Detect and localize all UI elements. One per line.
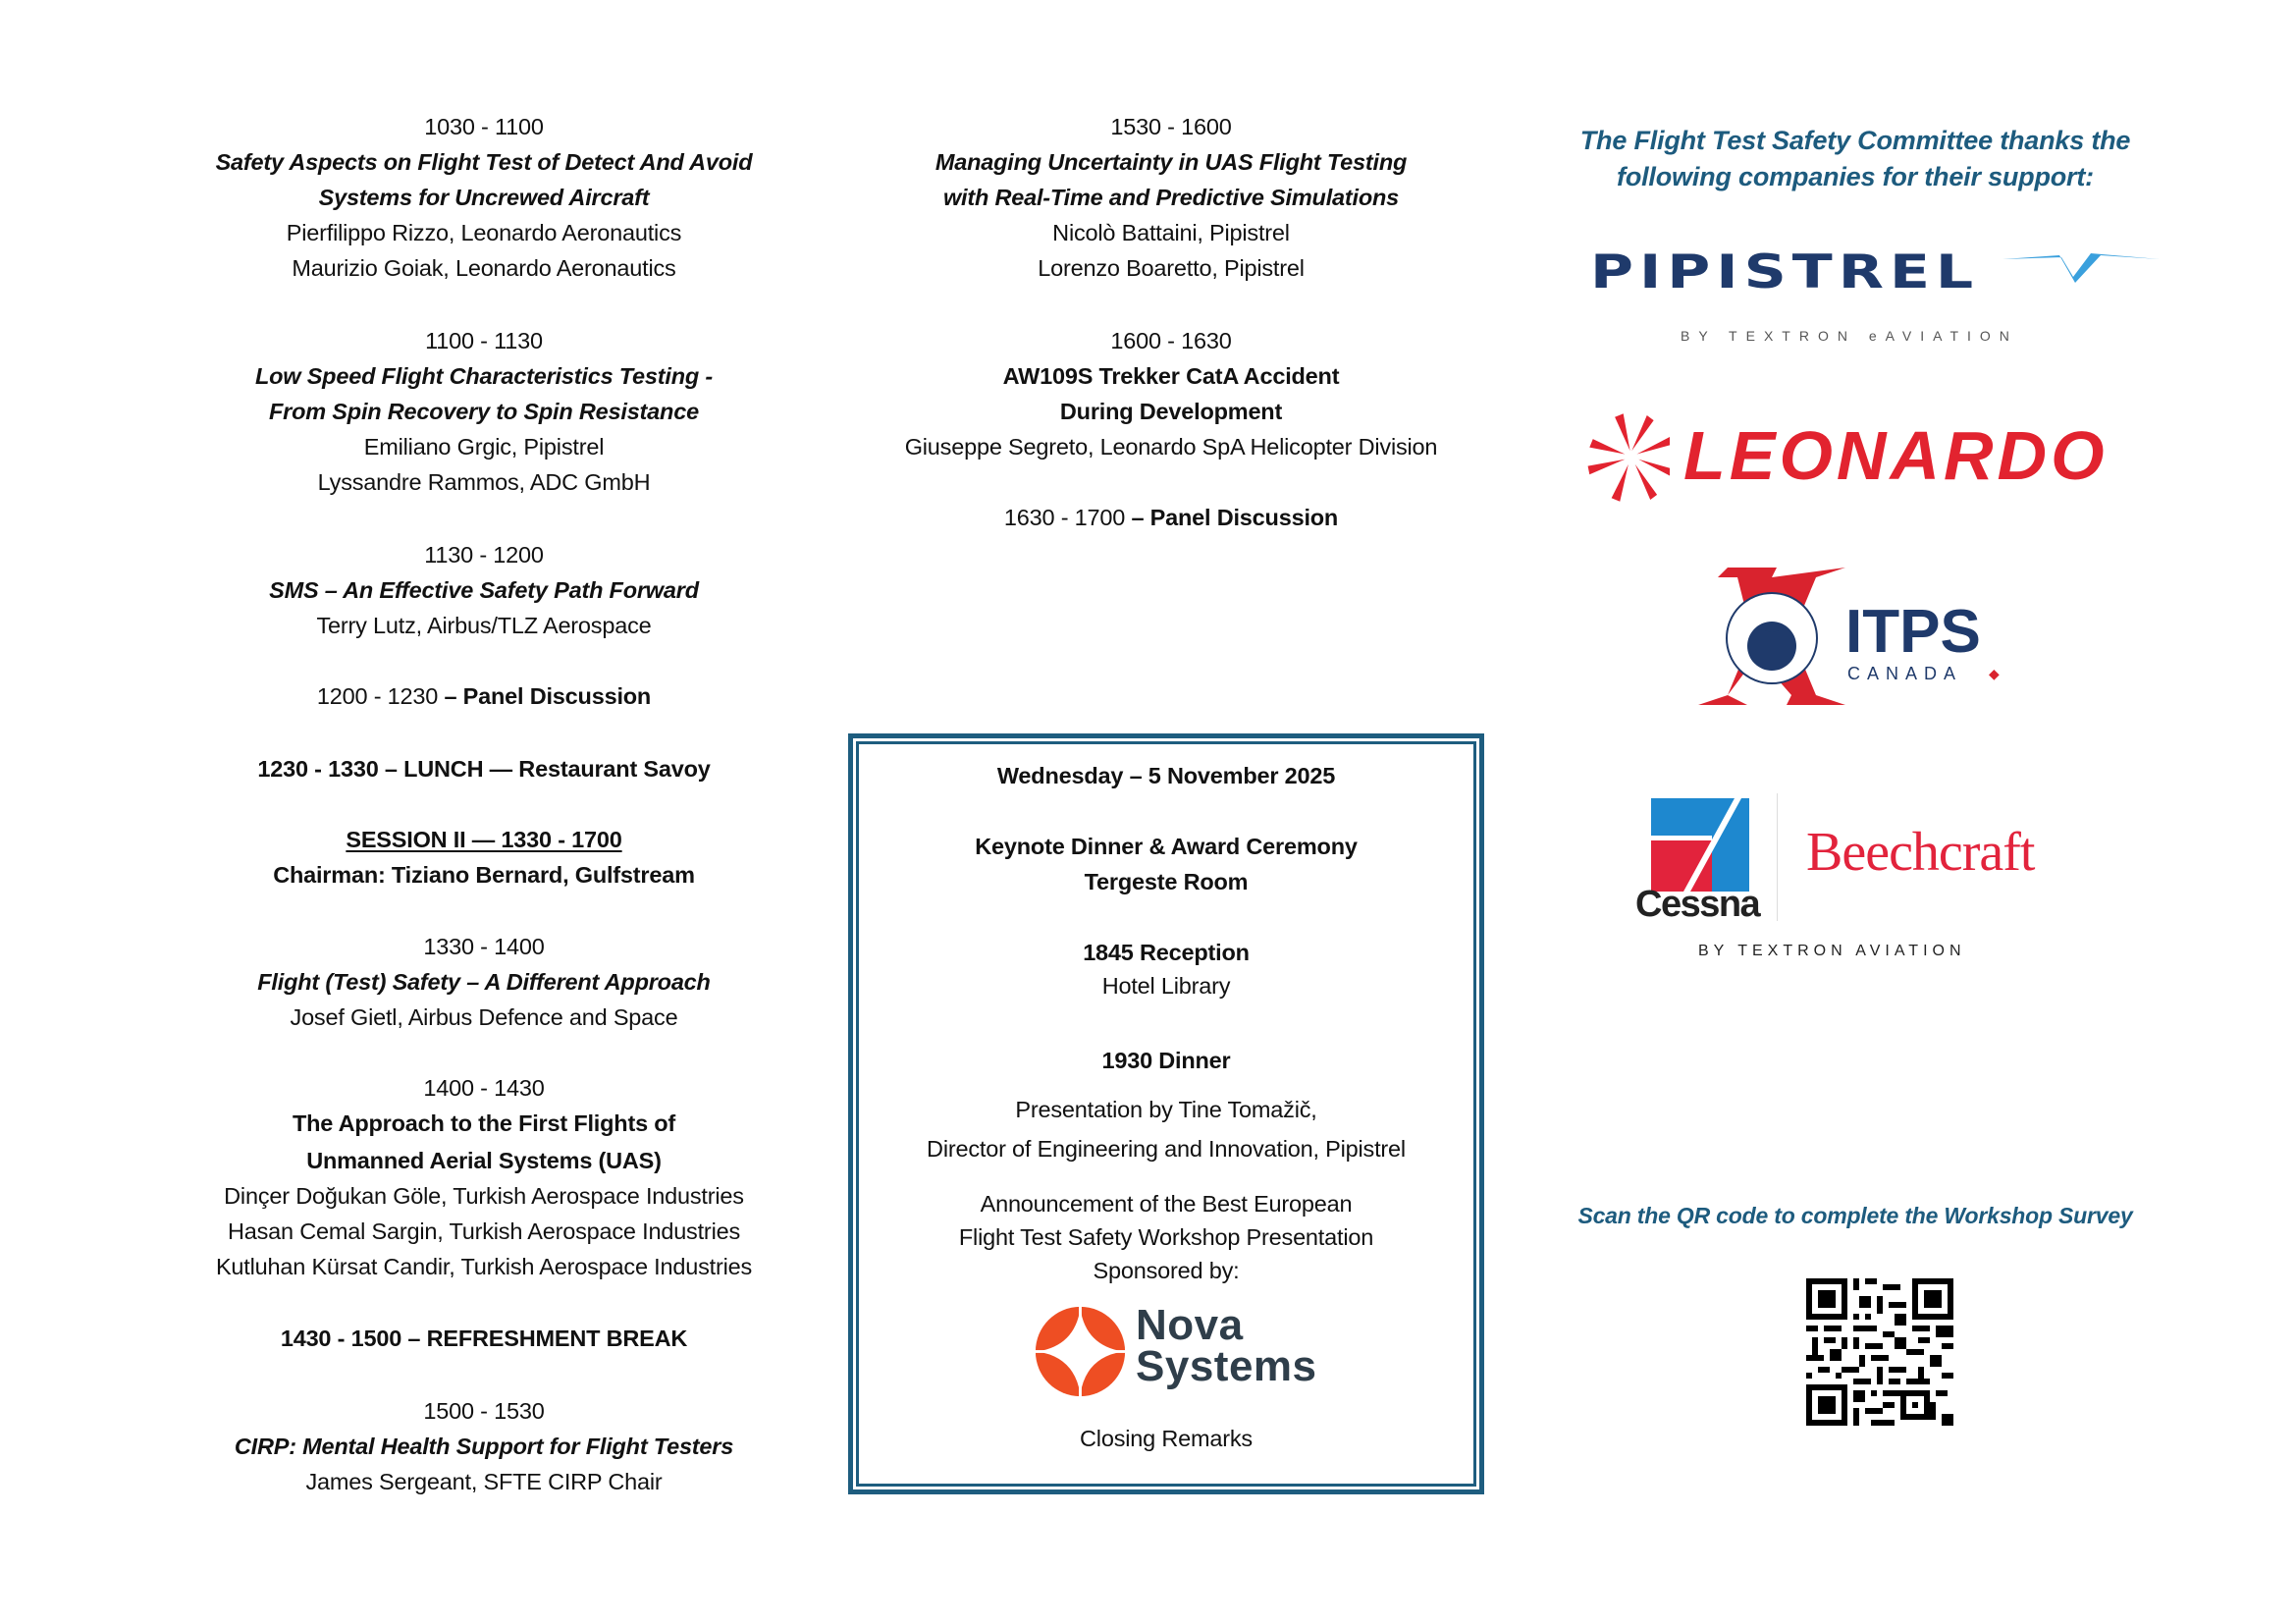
session-time: 1100 - 1130 [425, 328, 543, 353]
session-ii-heading-text: SESSION II — 1330 - 1700 [346, 827, 622, 852]
pipistrel-wordmark: PIPISTREL [1590, 245, 1980, 299]
evening-program-box [848, 733, 1484, 1494]
cessna-beechcraft-logo [1629, 793, 2081, 970]
session-speaker: Terry Lutz, Airbus/TLZ Aerospace [316, 613, 652, 638]
session-title: From Spin Recovery to Spin Resistance [269, 399, 699, 424]
nova-star-icon [1034, 1305, 1127, 1398]
session-speaker: Maurizio Goiak, Leonardo Aeronautics [292, 255, 676, 281]
session-speaker: Dinçer Doğukan Göle, Turkish Aerospace Industries [224, 1183, 744, 1209]
session-title: SMS – An Effective Safety Path Forward [269, 577, 699, 603]
session-time: 1600 - 1630 [1110, 328, 1232, 353]
reception-location: Hotel Library [1101, 973, 1231, 999]
session-time: 1530 - 1600 [1110, 114, 1232, 139]
session-speaker: Hasan Cemal Sargin, Turkish Aerospace Industries [227, 1218, 741, 1244]
survey-qr-code[interactable] [1806, 1278, 1953, 1426]
announcement-line-3: Sponsored by: [1093, 1258, 1240, 1283]
itps-wordmark: ITPS [1845, 598, 1981, 666]
itps-x-seal-icon [1698, 568, 1845, 705]
session-speaker: Emiliano Grgic, Pipistrel [363, 434, 605, 460]
session-speaker: Pierfilippo Rizzo, Leonardo Aeronautics [286, 220, 682, 245]
left-column [189, 0, 778, 1624]
leonardo-wordmark: LEONARDO [1683, 417, 2109, 494]
cessna-mark-icon [1651, 798, 1759, 892]
presentation-line-2: Director of Engineering and Innovation, Pipistrel [927, 1136, 1406, 1162]
session-chairman: Chairman: Tiziano Bernard, Gulfstream [273, 862, 695, 888]
session-ii-heading [189, 822, 778, 857]
leonardo-propeller-icon [1585, 410, 1670, 505]
evening-program [853, 738, 1479, 1489]
session-speaker: Lyssandre Rammos, ADC GmbH [317, 469, 651, 495]
itps-canada-text: CANADA [1847, 664, 1963, 683]
announcement-line-2: Flight Test Safety Workshop Presentation [958, 1224, 1374, 1250]
logo-divider [1777, 793, 1778, 921]
session-title: The Approach to the First Flights of [292, 1110, 676, 1136]
closing-remarks: Closing Remarks [1080, 1426, 1253, 1451]
session-title: Low Speed Flight Characteristics Testing - [254, 363, 714, 389]
survey-instruction: Scan the QR code to complete the Workshop Survey [1577, 1203, 2133, 1228]
reception-time: 1845 Reception [1083, 940, 1250, 965]
refreshment-break: 1430 - 1500 – REFRESHMENT BREAK [280, 1326, 688, 1351]
session-title: Safety Aspects on Flight Test of Detect And Avoid [215, 149, 753, 175]
session-title: During Development [1059, 399, 1283, 424]
beechcraft-wordmark: Beechcraft [1806, 822, 2035, 883]
pipistrel-logo [1590, 245, 2140, 353]
session-title: with Real-Time and Predictive Simulations [942, 185, 1400, 210]
session-speaker: Lorenzo Boaretto, Pipistrel [1038, 255, 1305, 281]
maple-leaf-icon: ◆ [1989, 666, 2000, 681]
thanks-line-1: The Flight Test Safety Committee thanks the [1579, 126, 2131, 155]
middle-column [867, 0, 1475, 727]
panel-discussion [189, 678, 778, 714]
pipistrel-bird-icon [2002, 247, 2160, 287]
event-date: Wednesday – 5 November 2025 [996, 763, 1336, 788]
event-room: Tergeste Room [1084, 869, 1249, 894]
session-time: 1500 - 1530 [423, 1398, 545, 1424]
pipistrel-tagline: BY TEXTRON eAVIATION [1681, 328, 2018, 344]
event-title: Keynote Dinner & Award Ceremony [975, 834, 1358, 859]
session-time: 1400 - 1430 [423, 1075, 545, 1101]
panel-discussion [867, 500, 1475, 535]
session-time: 1330 - 1400 [423, 934, 545, 959]
textron-aviation-tagline: BY TEXTRON AVIATION [1698, 943, 1966, 959]
panel-label: – Panel Discussion [444, 683, 652, 709]
session-speaker: Nicolò Battaini, Pipistrel [1052, 220, 1290, 245]
session-speaker: Kutluhan Kürsat Candir, Turkish Aerospace Industries [215, 1254, 753, 1279]
session-title: Flight (Test) Safety – A Different Approach [257, 969, 711, 995]
dinner-time: 1930 Dinner [1101, 1048, 1231, 1073]
announcement-line-1: Announcement of the Best European [980, 1191, 1353, 1217]
thanks-line-2: following companies for their support: [1617, 162, 2094, 191]
lunch-break: 1230 - 1330 – LUNCH — Restaurant Savoy [257, 756, 711, 782]
session-title: AW109S Trekker CatA Accident [1002, 363, 1340, 389]
session-time: 1130 - 1200 [424, 542, 544, 568]
cessna-wordmark: Cessna [1635, 884, 1760, 925]
panel-time: 1200 - 1230 [316, 683, 445, 709]
panel-time: 1630 - 1700 [1003, 505, 1132, 530]
session-title: Managing Uncertainty in UAS Flight Testing [934, 149, 1408, 175]
nova-systems-logo [1034, 1303, 1318, 1401]
itps-canada-logo [1698, 568, 2032, 705]
session-speaker: Josef Gietl, Airbus Defence and Space [290, 1004, 678, 1030]
session-speaker: James Sergeant, SFTE CIRP Chair [305, 1469, 663, 1494]
nova-logo-line-2: Systems [1136, 1342, 1317, 1390]
session-speaker: Giuseppe Segreto, Leonardo SpA Helicopter Division [904, 434, 1438, 460]
nova-logo-line-1: Nova [1136, 1301, 1244, 1349]
leonardo-logo [1585, 410, 2135, 509]
panel-label: – Panel Discussion [1131, 505, 1339, 530]
session-title: Systems for Uncrewed Aircraft [318, 185, 650, 210]
presentation-line-1: Presentation by Tine Tomažič, [1015, 1097, 1317, 1122]
session-title: Unmanned Aerial Systems (UAS) [306, 1148, 662, 1173]
session-time: 1030 - 1100 [424, 114, 544, 139]
session-title: CIRP: Mental Health Support for Flight Testers [234, 1434, 734, 1459]
